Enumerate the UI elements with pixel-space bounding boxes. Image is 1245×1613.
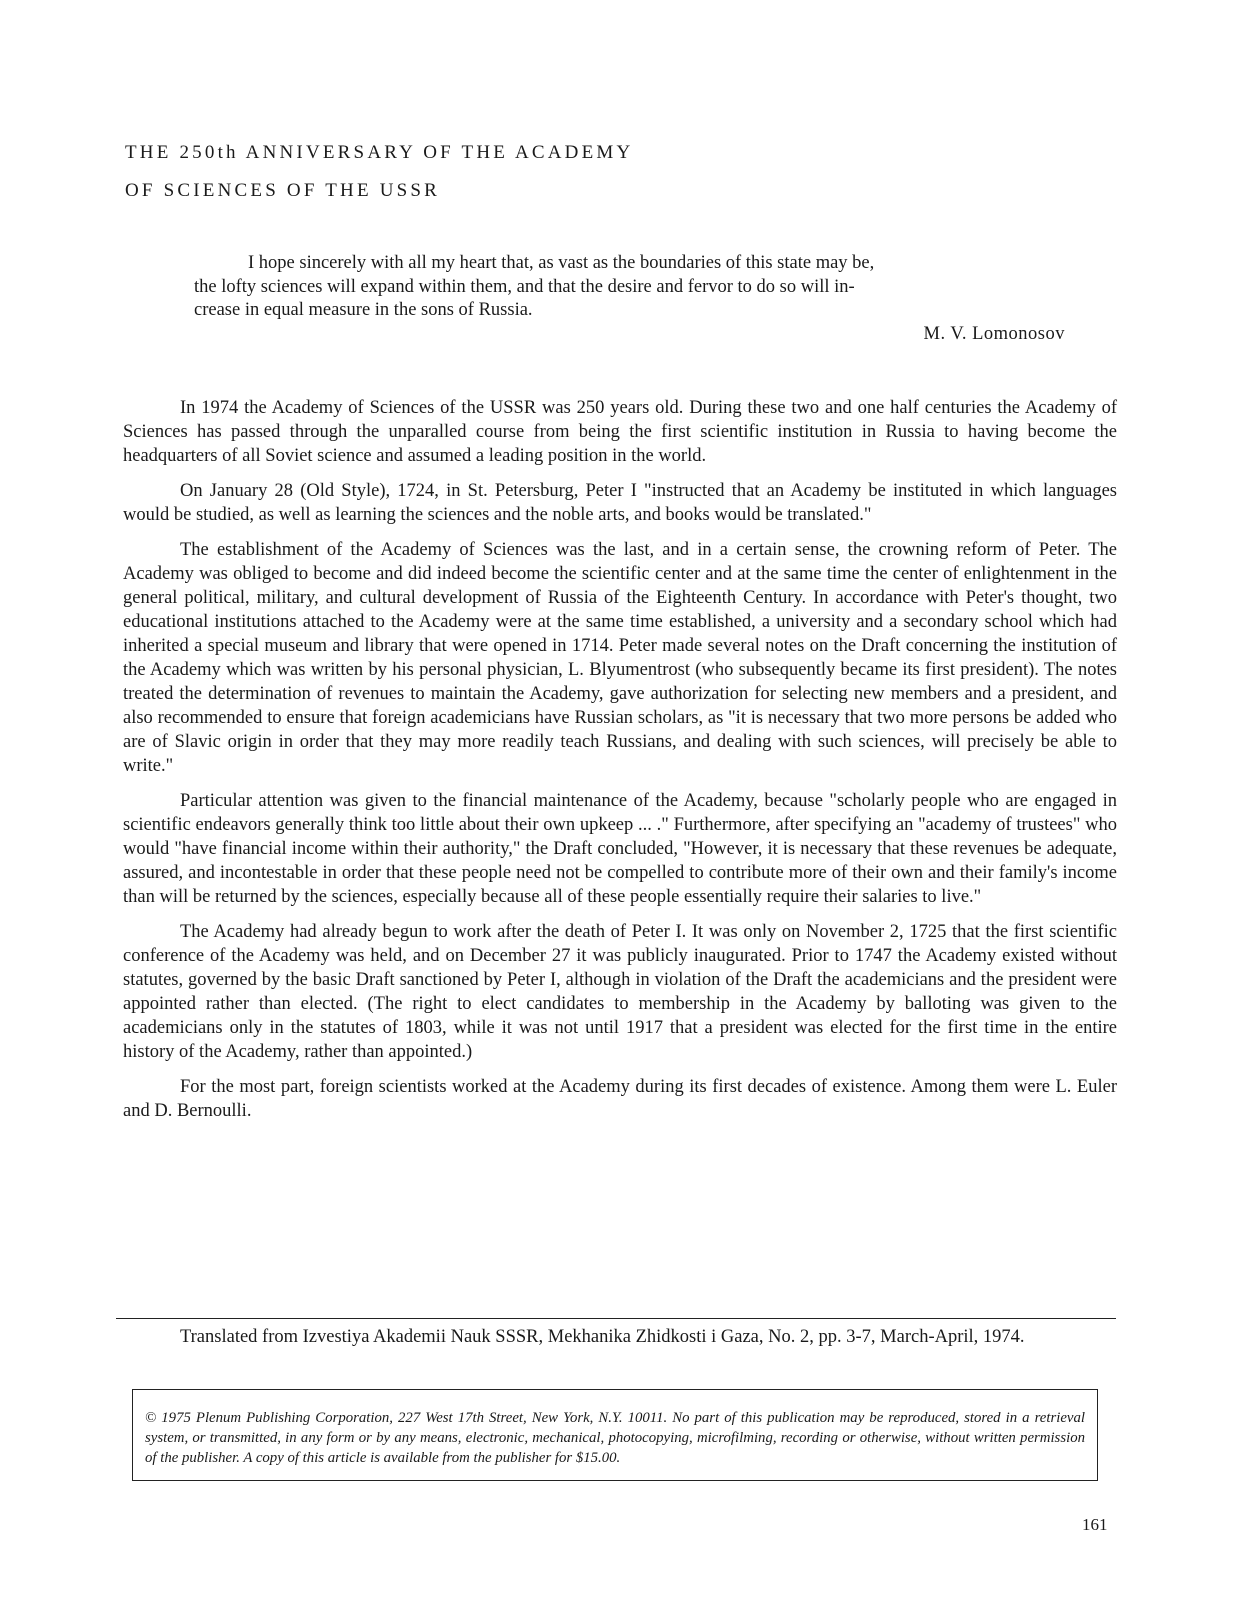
page-number: 161: [1082, 1515, 1108, 1534]
article-body: [123, 396, 1117, 1134]
epigraph-author: M. V. Lomonosov: [923, 324, 1065, 344]
epigraph-quote: [194, 252, 1058, 323]
body-paragraph: The establishment of the Academy of Sciences was the last, and in a certain sense, the crowning reform of Peter. The Academy was obliged to become and did indeed become the scientific center and at the same time the center of enlightenment in the general political, military, and cultural development of Russia of the Eighteenth Century. In accordance with Peter's thought, two educational institutions attached to the Academy were at the same time established, a university and a secondary school which had inherited a special museum and library that were opened in 1714. Peter made several notes on the Draft concerning the institution of the Academy which was written by his personal physician, L. Blyumentrost (who subsequently became its first president). The notes treated the determination of revenues to maintain the Academy, gave authorization for selecting new members and a president, and also recommended to ensure that foreign academicians have Russian scholars, as "it is necessary that two more persons be added who are of Slavic origin in order that they may more readily teach Russians, and dealing with such sciences, will precisely be able to write.": [123, 540, 1117, 776]
epigraph-line: I hope sincerely with all my heart that, as vast as the boundaries of this state may be,: [248, 253, 875, 273]
epigraph-line: crease in equal measure in the sons of Russia.: [194, 300, 533, 320]
body-paragraph: Particular attention was given to the financial maintenance of the Academy, because "scholarly people who are engaged in scientific endeavors generally think too little about their own upkeep ... ." Furthermore, after specifying an "academy of trustees" who would "have financial income within their authority," the Draft concluded, "However, it is necessary that these revenues be adequate, assured, and incontestable in order that these people need not be compelled to contribute more of their own and their family's income than will be returned by the sciences, especially because all of these people essentially require their salaries to live.": [123, 791, 1117, 907]
body-paragraph: In 1974 the Academy of Sciences of the USSR was 250 years old. During these two and one half centuries the Academy of Sciences has passed through the unparalled course from being the first scientific institution in Russia to having become the headquarters of all Soviet science and assumed a leading position in the world.: [123, 398, 1117, 466]
body-paragraph: On January 28 (Old Style), 1724, in St. Petersburg, Peter I "instructed that an Academy be instituted in which languages would be studied, as well as learning the sciences and the noble arts, and books would be translated.": [123, 481, 1117, 525]
title-line-1: THE 250th ANNIVERSARY OF THE ACADEMY: [125, 142, 634, 163]
translation-footnote: Translated from Izvestiya Akademii Nauk SSSR, Mekhanika Zhidkosti i Gaza, No. 2, pp. 3-7, March-April, 1974.: [180, 1327, 1025, 1347]
body-paragraph: The Academy had already begun to work after the death of Peter I. It was only on November 2, 1725 that the first scientific conference of the Academy was held, and on December 27 it was publicly inaugurated. Prior to 1747 the Academy existed without statutes, governed by the basic Draft sanctioned by Peter I, although in violation of the Draft the academicians and the president were appointed rather than elected. (The right to elect candidates to membership in the Academy by balloting was given to the academicians only in the statutes of 1803, while it was not until 1917 that a president was elected for the first time in the entire history of the Academy, rather than appointed.): [123, 922, 1117, 1062]
title-line-2: OF SCIENCES OF THE USSR: [125, 180, 441, 201]
body-paragraph: For the most part, foreign scientists worked at the Academy during its first decades of existence. Among them were L. Euler and D. Bernoulli.: [123, 1077, 1117, 1121]
copyright-notice: © 1975 Plenum Publishing Corporation, 227 West 17th Street, New York, N.Y. 10011. No part of this publication may be reproduced, stored in a retrieval system, or transmitted, in any form or by any means, electronic, mechanical, photocopying, microfilming, recording or otherwise, without written permission of the publisher. A copy of this article is available from the publisher for $15.00.: [132, 1389, 1098, 1481]
epigraph-line: the lofty sciences will expand within them, and that the desire and fervor to do so will in-: [194, 276, 855, 297]
footnote-divider: [116, 1318, 1116, 1319]
